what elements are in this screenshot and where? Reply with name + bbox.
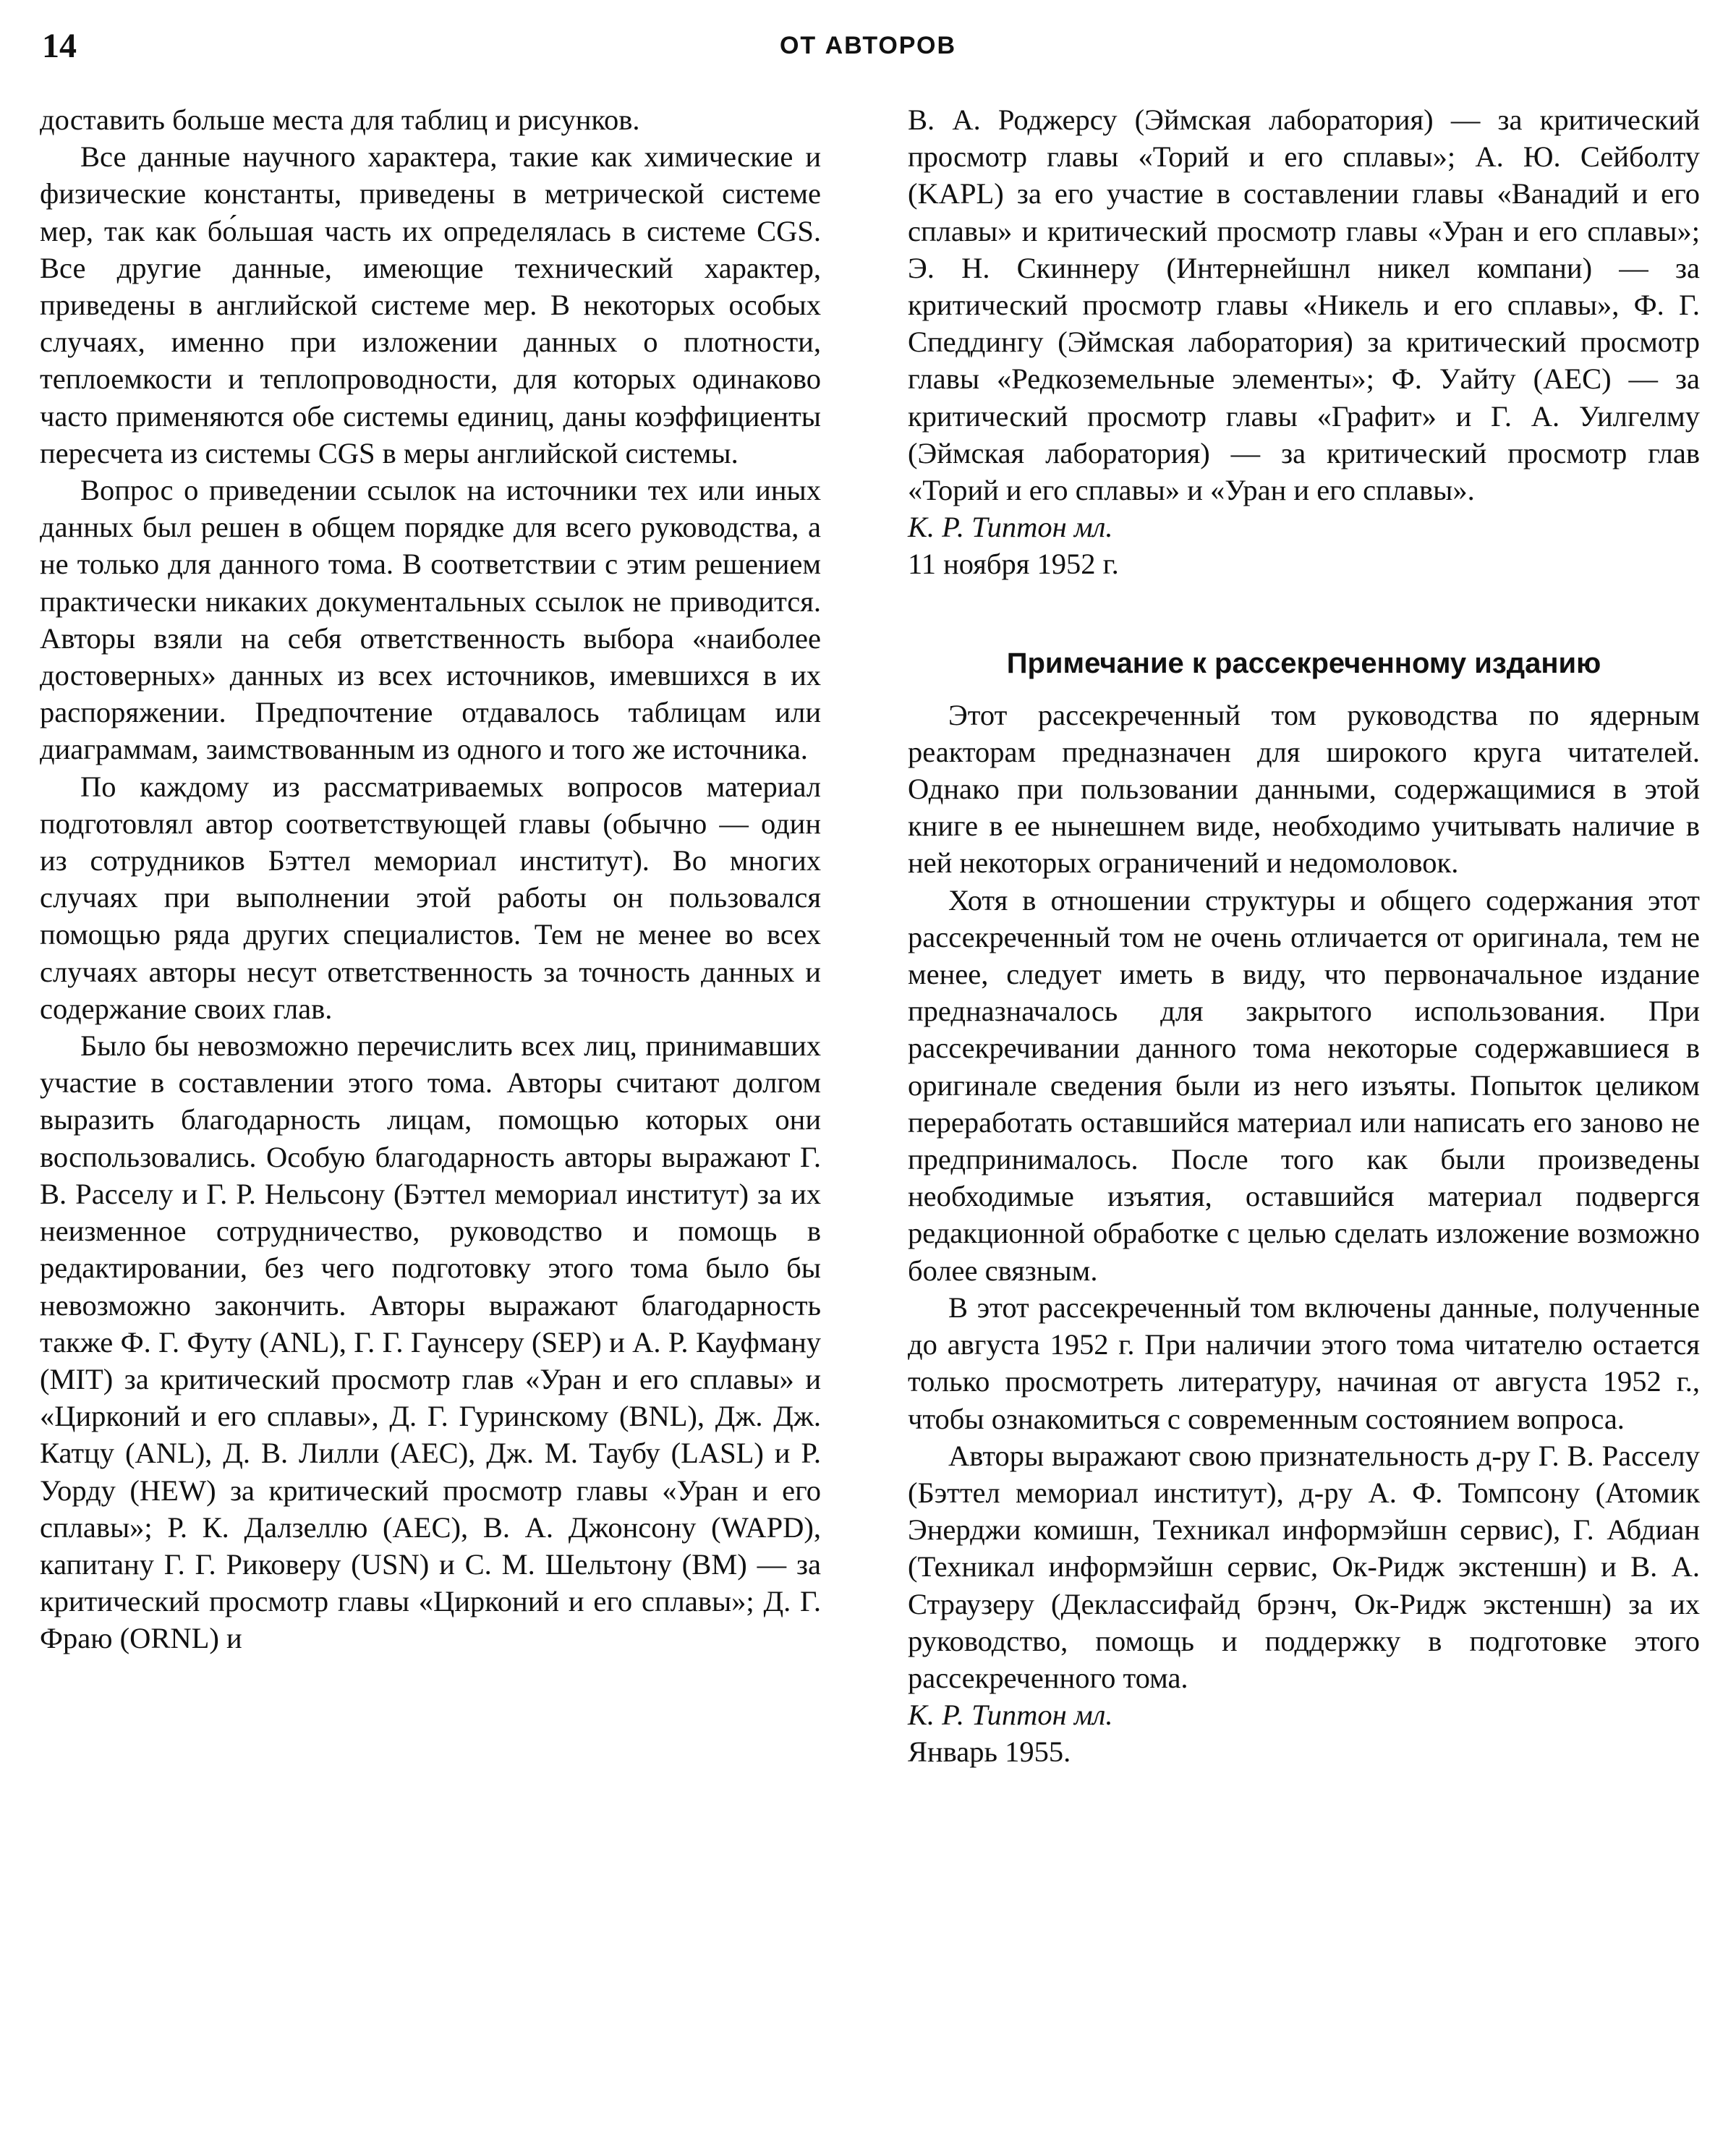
note-paragraph: Этот рассекреченный том руководства по ядерным реакторам предназначен для широкого круга читателей. Однако при пользовании данными, содержащимися в этой книге в ее нынешнем виде, необходимо учитывать наличие в ней некоторых ограничений и недомоловок. [908,698,1700,880]
paragraph-acknowledgements-continued: В. А. Роджерсу (Эймская лаборатория) — за критический просмотр главы «Торий и его сплавы»; А. Ю. Сейболту (KAPL) за его участие в составлении главы «Ванадий и его сплавы» и критический просмотр главы «Уран и его сплавы»; Э. Н. Скиннеру (Интернейшнл никел компани) — за критический просмотр главы «Никель и его сплавы», Ф. Г. Спеддингу (Эймская лаборатория) за критический просмотр главы «Редкоземельные элементы»; Ф. Уайту (AEC) — за критический просмотр главы «Графит» и Г. А. Уилгелму (Эймская лаборатория) — за критический просмотр глав «Торий и его сплавы» и «Уран и его сплавы». [908,103,1700,507]
paragraph-acknowledgements: Было бы невозможно перечислить всех лиц, принимавших участие в составлении этого тома. Авторы считают долгом выразить благодарность лицам, помощью которых они воспользовались. Особую благодарность авторы выражают Г. В. Расселу и Г. Р. Нельсону (Бэттел мемориал институт) за их неизменное сотрудничество, руководство и помощь в редактировании, без чего подготовку этого тома было бы невозможно закончить. Авторы выражают благодарность также Ф. Г. Футу (ANL), Г. Г. Гаунсеру (SEP) и А. Р. Кауфману (MIT) за критический просмотр глав «Уран и его сплавы» и «Цирконий и его сплавы», Д. Г. Гуринскому (BNL), Дж. Дж. Катцу (ANL), Д. В. Лилли (AEC), Дж. М. Таубу (LASL) и Р. Уорду (HEW) за критический просмотр главы «Уран и его сплавы»; Р. К. Далзеллю (AEC), В. А. Джонсону (WAPD), капитану Г. Г. Риковеру (USN) и С. М. Шельтону (BM) — за критический просмотр главы «Цирконий и его сплавы»; Д. Г. Фраю (ORNL) и [40,1029,821,1655]
right-column [908,101,1700,1771]
paragraph-units: Все данные научного характера, такие как химические и физические константы, приведены в метрической системе мер, так как бо́льшая часть их определялась в системе CGS. Все другие данные, имеющие технический характер, приведены в английской системе мер. В некоторых особых случаях, именно при изложении данных о плотности, теплоемкости и теплопроводности, для которых одинаково часто применяются обе системы единиц, даны коэффициенты пересчета из системы CGS в меры английской системы. [40,140,821,469]
running-head: ОТ АВТОРОВ [779,32,957,59]
left-column [40,101,821,1657]
page-header [0,26,1736,77]
page-number: 14 [42,27,77,65]
date: 11 ноября 1952 г. [908,548,1119,581]
note-paragraph: В этот рассекреченный том включены данные, полученные до августа 1952 г. При наличии этого тома читателю остается только просмотреть литературу, начиная от августа 1952 г., чтобы ознакомиться с современным состоянием вопроса. [908,1291,1700,1435]
note-paragraph: Авторы выражают свою признательность д-ру Г. В. Расселу (Бэттел мемориал институт), д-ру А. Ф. Томпсону (Атомик Энерджи комишн, Техникал информэйшн сервис), Г. Абдиан (Техникал информэйшн сервис, Ок-Ридж экстеншн) и В. А. Страузеру (Деклассифайд брэнч, Ок-Ридж экстеншн) за их руководство, помощь и поддержку в подготовке этого рассекреченного тома. [908,1439,1700,1694]
paragraph-references: Вопрос о приведении ссылок на источники тех или иных данных был решен в общем порядке для всего руководства, а не только для данного тома. В соответствии с этим решением практически никаких документальных ссылок не приводится. Авторы взяли на себя ответственность выбора «наиболее достоверных» данных из всех источников, имевшихся в их распоряжении. Предпочтение отдавалось таблицам или диаграммам, заимствованным из одного и того же источника. [40,474,821,766]
signature: К. Р. Типтон мл. [908,511,1113,544]
paragraph-continued: доставить больше места для таблиц и рисунков. [40,103,640,136]
signature: К. Р. Типтон мл. [908,1699,1113,1732]
section-title: Примечание к рассекреченному изданию [1006,647,1601,679]
note-paragraph: Хотя в отношении структуры и общего содержания этот рассекреченный том не очень отличается от оригинала, тем не менее, следует иметь в виду, что первоначальное издание предназначалось для закрытого использования. При рассекречивании данного тома некоторые содержавшиеся в оригинале сведения были из него изъяты. Попыток целиком переработать оставшийся материал или написать его заново не предпринималось. После того как были произведены необходимые изъятия, оставшийся материал подвергся редакционной обработке с целью сделать изложение возможно более связным. [908,883,1700,1287]
paragraph-authors-responsibility: По каждому из рассматриваемых вопросов материал подготовлял автор соответствующей главы (обычно — один из сотрудников Бэттел мемориал институт). Во многих случаях при выполнении этой работы он пользовался помощью ряда других специалистов. Тем не менее во всех случаях авторы несут ответственность за точность данных и содержание своих глав. [40,770,821,1025]
date: Январь 1955. [908,1735,1071,1769]
